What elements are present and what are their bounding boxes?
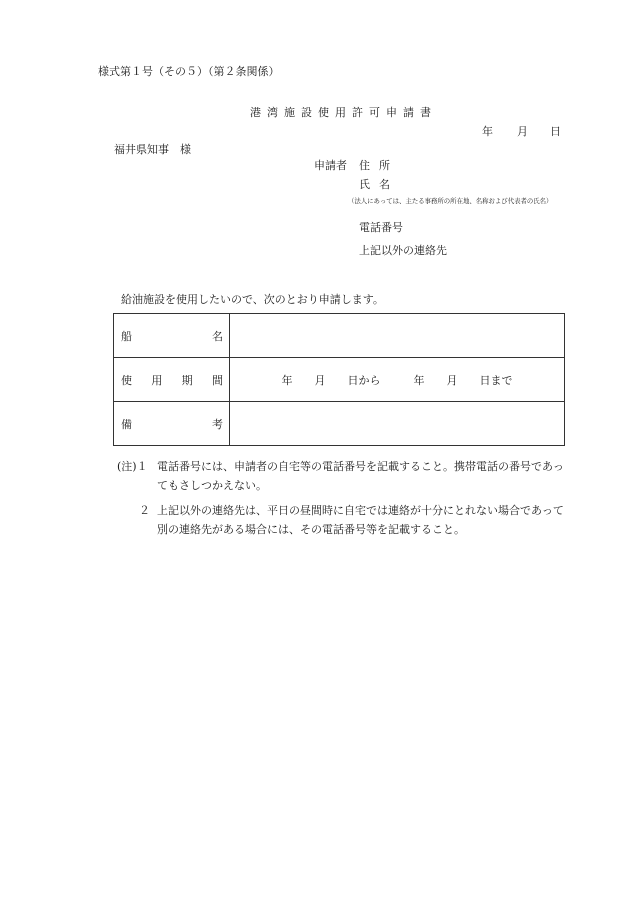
remarks-field[interactable] <box>230 402 565 446</box>
date-day-label: 日 <box>550 125 561 138</box>
notes-section <box>117 457 572 539</box>
document-title: 港湾施設使用許可申請書 <box>250 106 437 119</box>
note-text: 上記以外の連絡先は、平日の昼間時に自宅では連絡が十分にとれない場合であって別の連絡先がある場合には、その電話番号等を記載すること。 <box>157 504 564 536</box>
remarks-label <box>114 402 230 446</box>
label-char: 期 <box>181 373 193 387</box>
usage-period-field[interactable] <box>230 358 565 402</box>
table-row <box>114 402 565 446</box>
phone-label: 電話番号 <box>359 221 403 234</box>
usage-period-text: 年 月 日から 年 月 日まで <box>281 373 513 387</box>
label-char: 使 <box>121 373 132 387</box>
note-item <box>117 501 572 539</box>
usage-period-label <box>114 358 230 402</box>
label-char: 間 <box>211 373 223 387</box>
table-row <box>114 358 565 402</box>
label-char: 船 <box>121 329 132 343</box>
corporate-note: （法人にあっては、主たる事務所の所在地、名称および代表者の氏名） <box>348 197 553 205</box>
form-number: 様式第１号（その５）（第２条関係） <box>98 65 280 78</box>
label-char: 用 <box>151 373 163 387</box>
note-number: ２ <box>139 504 150 517</box>
note-head: (注)１ <box>117 460 148 473</box>
note-text: 電話番号には、申請者の自宅等の電話番号を記載すること。携帯電話の番号であってもさしつかえない。 <box>157 460 564 492</box>
vessel-name-label <box>114 314 230 358</box>
label-char: 備 <box>121 417 132 431</box>
application-table <box>113 313 565 446</box>
note-item <box>117 457 572 495</box>
intro-statement: 給油施設を使用したいので、次のとおり申請します。 <box>121 293 384 306</box>
applicant-label: 申請者 <box>314 159 347 172</box>
date-month-label: 月 <box>517 125 528 138</box>
addressee: 福井県知事 様 <box>114 143 191 156</box>
alt-contact-label: 上記以外の連絡先 <box>359 244 447 257</box>
label-char: 考 <box>212 417 223 431</box>
name-label: 氏名 <box>359 178 399 191</box>
date-year-label: 年 <box>482 125 493 138</box>
label-char: 名 <box>212 329 223 343</box>
table-row <box>114 314 565 358</box>
vessel-name-field[interactable] <box>230 314 565 358</box>
address-label: 住所 <box>359 159 399 172</box>
